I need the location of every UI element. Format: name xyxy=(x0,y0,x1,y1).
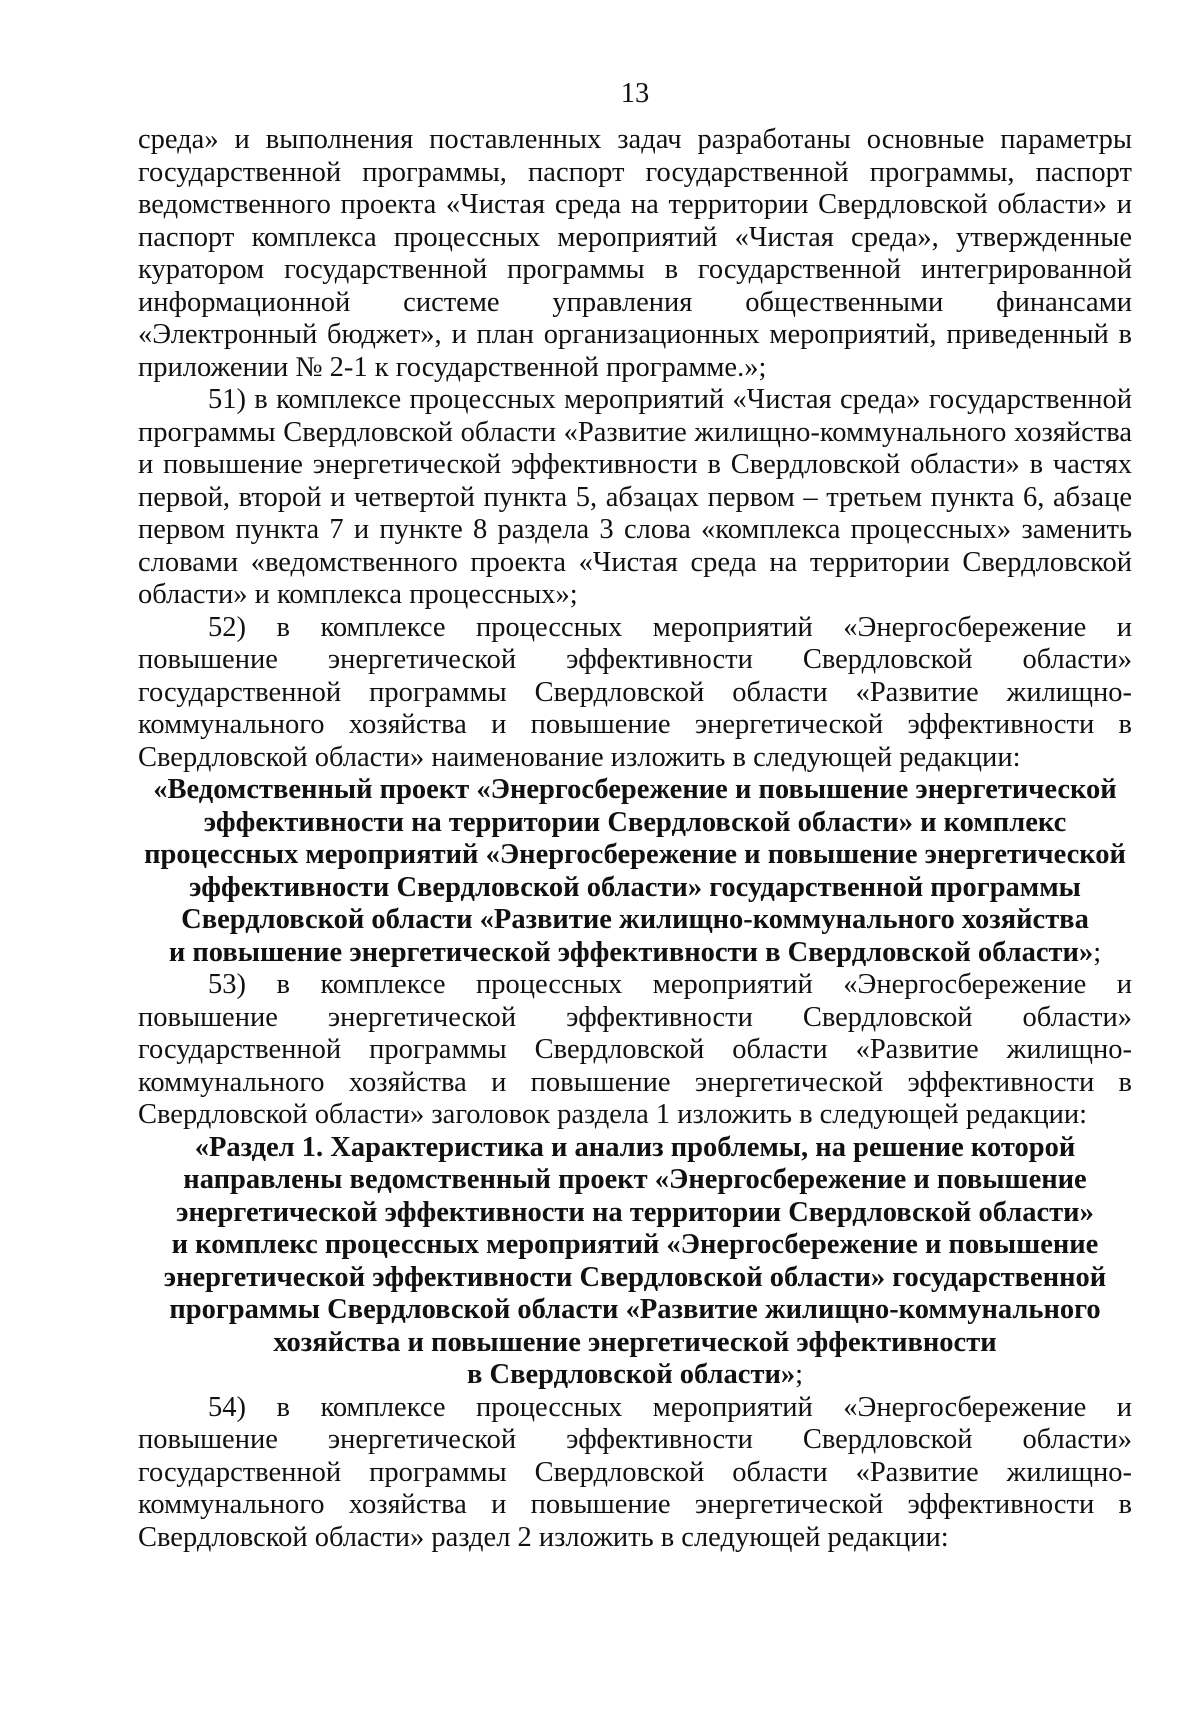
paragraph-item-54: 54) в комплексе процессных мероприятий «Энергосбережение и повышение энергетической эффективности Свердловской области» государственной программы Свердловской области «Развитие жилищно-коммунального хозяйства и повышение энергетической эффективности в Свердловской области» раздел 2 изложить в следующей редакции: xyxy=(138,1391,1132,1553)
heading-tail-punctuation: ; xyxy=(795,1359,804,1390)
heading-line: «Ведомственный проект «Энергосбережение и повышение энергетической xyxy=(153,774,1117,805)
paragraph-item-51: 51) в комплексе процессных мероприятий «Чистая среда» государственной программы Свердловской области «Развитие жилищно-коммунального хозяйства и повышение энергетической эффективности в Свердловской области» в частях первой, второй и четвертой пункта 5, абзацах первом – третьем пункта 6, абзаце первом пункта 7 и пункте 8 раздела 3 слова «комплекса процессных» заменить словами «ведомственного проекта «Чистая среда на территории Свердловской области» и комплекса процессных»; xyxy=(138,384,1132,610)
heading-line: и комплекс процессных мероприятий «Энергосбережение и повышение xyxy=(171,1229,1099,1260)
heading-line: эффективности Свердловской области» государственной программы xyxy=(189,871,1081,903)
heading-line: эффективности на территории Свердловской области» и комплекс xyxy=(203,806,1067,838)
heading-line: «Раздел 1. Характеристика и анализ проблемы, на решение которой xyxy=(194,1131,1076,1163)
page-number: 13 xyxy=(620,78,650,109)
paragraph-item-52: 52) в комплексе процессных мероприятий «Энергосбережение и повышение энергетической эффективности Свердловской области» государственной программы Свердловской области «Развитие жилищно-коммунального хозяйства и повышение энергетической эффективности в Свердловской области» наименование изложить в следующей редакции: xyxy=(138,611,1132,773)
heading-line: программы Свердловской области «Развитие жилищно-коммунального xyxy=(169,1294,1101,1325)
heading-line-last xyxy=(142,937,1128,970)
heading-line: процессных мероприятий «Энергосбережение и повышение энергетической xyxy=(144,839,1126,870)
paragraph-item-53: 53) в комплексе процессных мероприятий «Энергосбережение и повышение энергетической эффективности Свердловской области» государственной программы Свердловской области «Развитие жилищно-коммунального хозяйства и повышение энергетической эффективности в Свердловской области» заголовок раздела 1 изложить в следующей редакции: xyxy=(138,969,1132,1130)
heading-line: энергетической эффективности Свердловской области» государственной xyxy=(163,1261,1107,1293)
quoted-heading-project-title xyxy=(138,774,1132,969)
heading-line: хозяйства и повышение энергетической эффективности xyxy=(273,1326,997,1358)
heading-line: Свердловской области «Развитие жилищно-коммунального хозяйства xyxy=(181,904,1089,935)
heading-line: направлены ведомственный проект «Энергосбережение и повышение xyxy=(183,1164,1087,1195)
document-body xyxy=(138,124,1132,1554)
quoted-heading-section-1 xyxy=(138,1132,1132,1392)
heading-line-text: и повышение энергетической эффективности в Свердловской области» xyxy=(168,936,1094,968)
heading-tail-punctuation: ; xyxy=(1093,936,1102,968)
paragraph-continuation: среда» и выполнения поставленных задач разработаны основные параметры государственной программы, паспорт государственной программы, паспорт ведомственного проекта «Чистая среда на территории Свердловской области» и паспорт комплекса процессных мероприятий «Чистая среда», утвержденные куратором государственной программы в государственной интегрированной информационной системе управления общественными финансами «Электронный бюджет», и план организационных мероприятий, приведенный в приложении № 2-1 к государственной программе.»; xyxy=(138,124,1132,383)
heading-line: энергетической эффективности на территории Свердловской области» xyxy=(176,1196,1094,1228)
heading-line-text: в Свердловской области» xyxy=(466,1359,796,1390)
heading-line-last xyxy=(142,1359,1128,1392)
